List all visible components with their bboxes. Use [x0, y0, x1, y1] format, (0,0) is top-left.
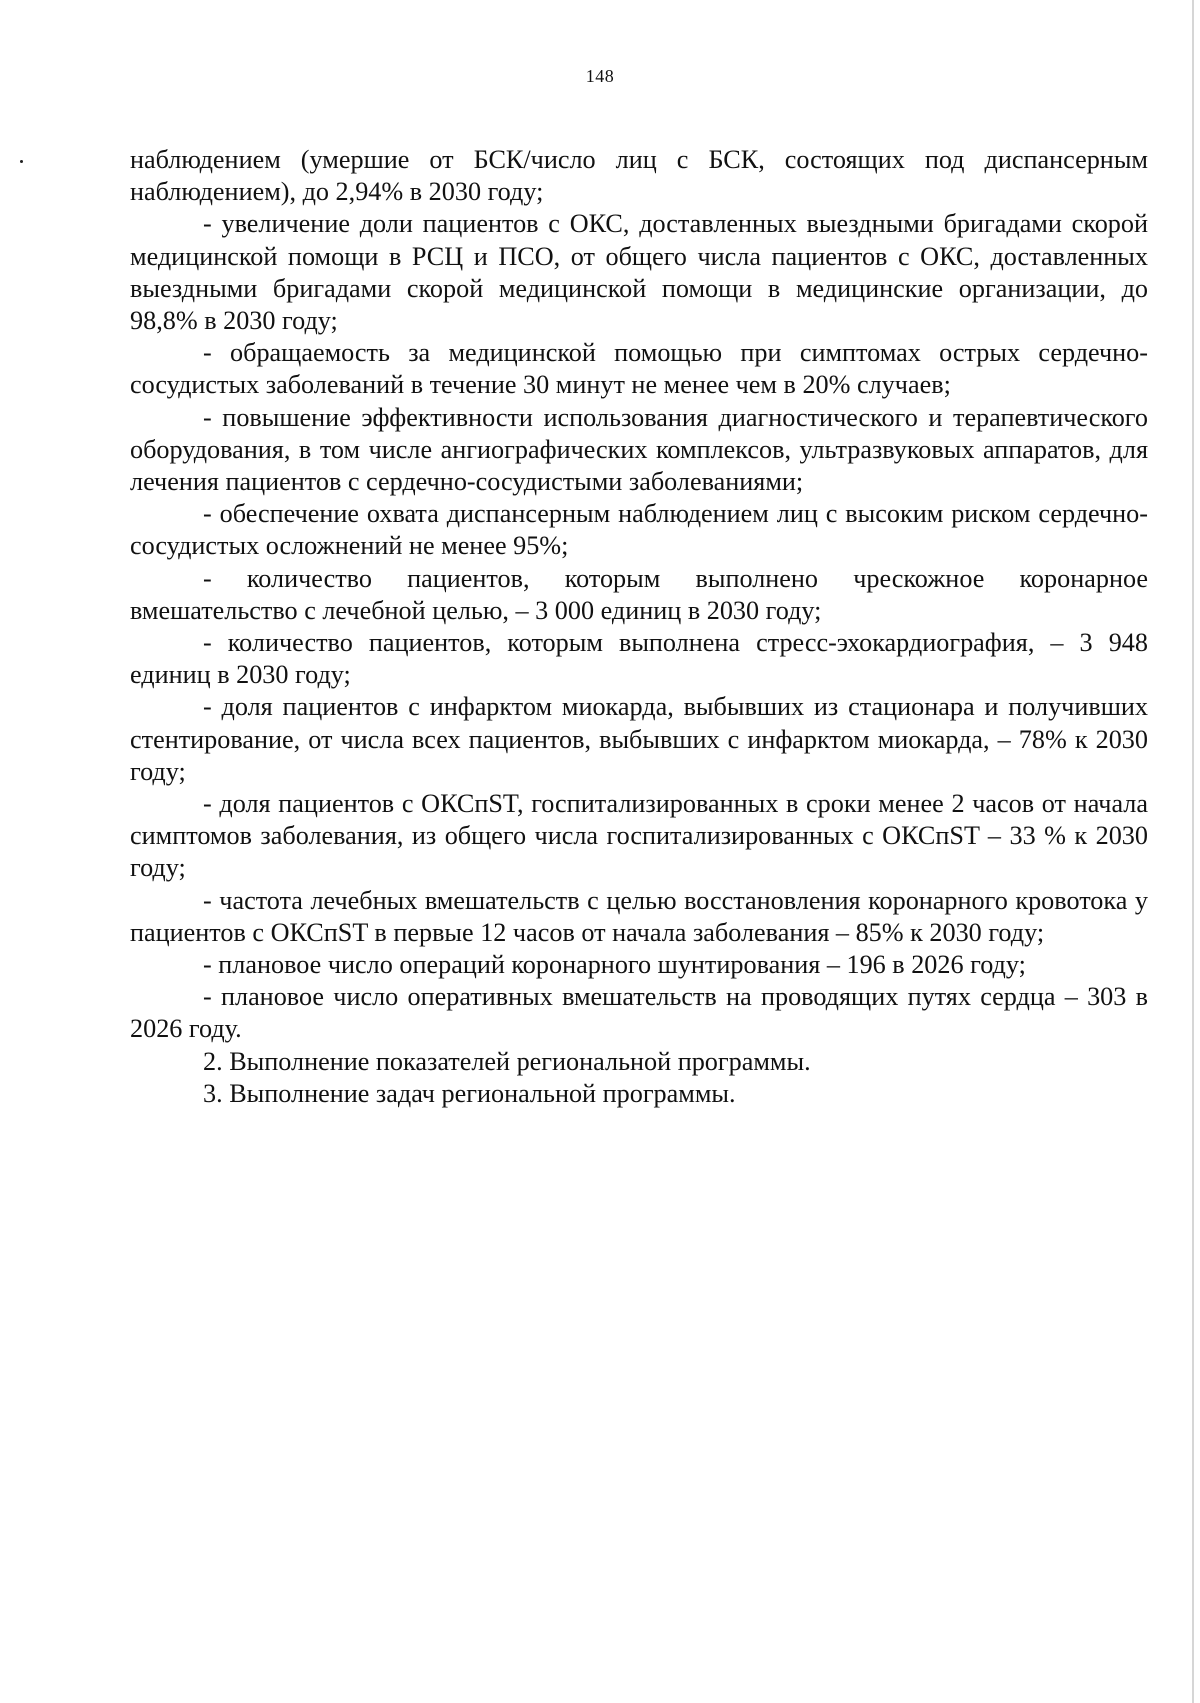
paragraph-reperfusion-rate: - частота лечебных вмешательств с целью восстановления коронарного кровотока у пациентов с ОКСпST в первые 12 часов от начала заболевания – 85% к 2030 году;: [130, 885, 1148, 947]
scan-edge-line: [1192, 0, 1194, 1703]
paragraph-item-2: 2. Выполнение показателей региональной программы.: [203, 1046, 811, 1076]
paragraph-item-3: 3. Выполнение задач региональной программы.: [203, 1078, 736, 1108]
paragraph-continuation: наблюдением (умершие от БСК/число лиц с БСК, состоящих под диспансерным наблюдением), до 2,94% в 2030 году;: [130, 145, 1148, 207]
paragraph-stenting-share: - доля пациентов с инфарктом миокарда, выбывших из стационара и получивших стентирование, от числа всех пациентов, выбывших с инфарктом миокарда, – 78% к 2030 году;: [130, 692, 1148, 786]
paragraph-care-seeking: - обращаемость за медицинской помощью при симптомах острых сердечно-сосудистых заболеваний в течение 30 минут не менее чем в 20% случаев;: [130, 338, 1148, 400]
paragraph-hospitalization-share: - доля пациентов с ОКСпST, госпитализированных в сроки менее 2 часов от начала симптомов заболевания, из общего числа госпитализированных с ОКСпST – 33 % к 2030 году;: [130, 789, 1148, 883]
paragraph-equipment-efficiency: - повышение эффективности использования диагностического и терапевтического оборудования, в том числе ангиографических комплексов, ультразвуковых аппаратов, для лечения пациентов с сердечно-сосудистыми заболеваниями;: [130, 402, 1148, 497]
paragraph-stress-echo-count: - количество пациентов, которым выполнена стресс-эхокардиография, – 3 948 единиц в 2030 году;: [130, 628, 1148, 690]
paragraph-oks-delivery-share: - увеличение доли пациентов с ОКС, доставленных выездными бригадами скорой медицинской помощи в РСЦ и ПСО, от общего числа пациентов с ОКС, доставленных выездными бригадами скорой медицинской помощи в медицинские организации, до 98,8% в 2030 году;: [130, 209, 1148, 336]
margin-dot: [20, 160, 23, 163]
page-number: 148: [585, 66, 615, 86]
document-body: [130, 144, 1148, 1110]
paragraph-dispensary-coverage: - обеспечение охвата диспансерным наблюдением лиц с высоким риском сердечно-сосудистых осложнений не менее 95%;: [130, 499, 1148, 561]
paragraph-pci-count: - количество пациентов, которым выполнено чрескожное коронарное вмешательство с лечебной целью, – 3 000 единиц в 2030 году;: [130, 563, 1148, 625]
paragraph-conduction-surgery-count: - плановое число оперативных вмешательств на проводящих путях сердца – 303 в 2026 году.: [130, 982, 1148, 1044]
paragraph-cabg-count: - плановое число операций коронарного шунтирования – 196 в 2026 году;: [203, 950, 1026, 980]
